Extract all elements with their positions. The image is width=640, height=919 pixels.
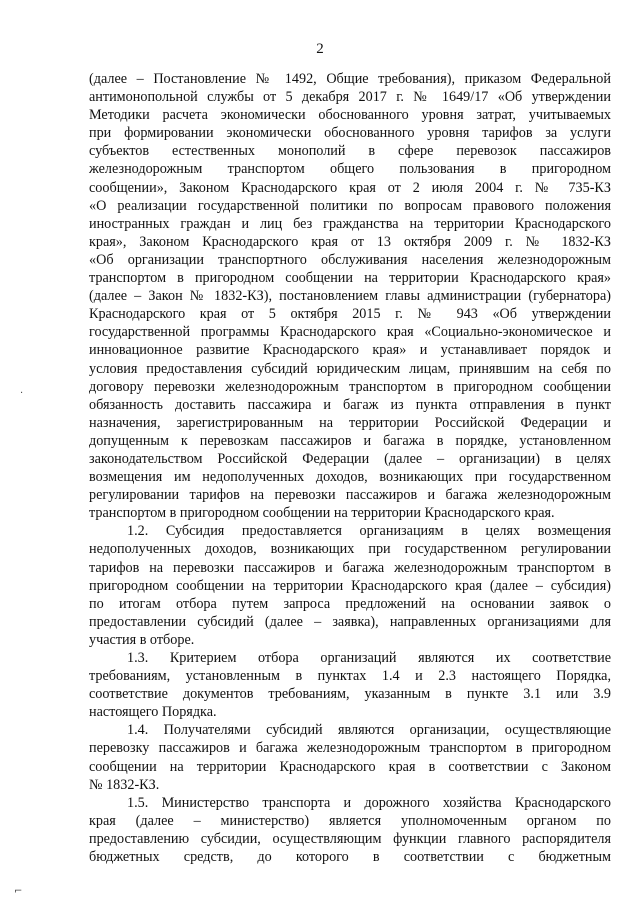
text-line: предоставлению субсидии, осуществляющим функции главного распорядителя — [89, 830, 611, 847]
text-line: инновационное развитие Краснодарского края» и устанавливает порядок и — [89, 342, 611, 359]
paragraph — [89, 522, 611, 649]
paragraph — [89, 794, 611, 866]
text-line: тарифов на перевозки пассажиров и багажа железнодорожным транспортом в — [89, 559, 611, 576]
text-line: перевозку пассажиров и багажа железнодорожным транспортом в пригородном — [89, 740, 611, 757]
text-line: возмещения им недополученных доходов, возникающих при государственном — [89, 469, 611, 486]
text-line: 1.5. Министерство транспорта и дорожного хозяйства Краснодарского — [127, 794, 611, 811]
text-line: недополученных доходов, возникающих при государственном регулировании — [89, 541, 611, 558]
text-line: условия предоставления субсидий юридическим лицам, принявшим на себя по — [89, 360, 611, 377]
paragraph — [89, 70, 611, 522]
text-line: антимонопольной службы от 5 декабря 2017 г. № 1649/17 «Об утверждении — [89, 89, 611, 106]
text-line: (далее – Постановление № 1492, Общие требования), приказом Федеральной — [89, 71, 611, 87]
text-line: иностранных граждан и лиц без гражданства на территории Краснодарского — [89, 215, 611, 232]
text-line: № 1832-КЗ. — [89, 776, 160, 793]
paragraph — [89, 721, 611, 793]
text-line: сообщении на территории Краснодарского края в соответствии с Законом — [89, 758, 611, 775]
text-line: государственной программы Краснодарского края «Социально-экономическое и — [89, 324, 611, 341]
text-line: соответствие документов требованиям, указанным в пункте 3.1 или 3.9 — [89, 686, 611, 703]
scan-mark: · — [20, 388, 24, 399]
text-line: регулировании тарифов на перевозки пассажиров и багажа железнодорожным — [89, 487, 611, 504]
text-line: 1.4. Получателями субсидий являются организации, осуществляющие — [127, 722, 611, 739]
paragraph — [89, 649, 611, 721]
text-line: требованиям, установленным в пунктах 1.4 и 2.3 настоящего Порядка, — [89, 668, 611, 685]
scan-mark: ⌐ — [14, 886, 23, 897]
text-line: бюджетных средств, до которого в соответствии с бюджетным — [89, 849, 611, 866]
text-line: Краснодарского края от 5 октября 2015 г. № 943 «Об утверждении — [89, 306, 611, 323]
text-line: при формировании экономически обоснованного уровня тарифов за услуги — [89, 125, 611, 142]
text-line: Методики расчета экономически обоснованного уровня затрат, учитываемых — [89, 107, 611, 124]
page-number: 2 — [316, 41, 324, 57]
text-line: «Об организации транспортного обслуживания населения железнодорожным — [89, 251, 611, 268]
text-line: настоящего Порядка. — [89, 704, 217, 721]
text-line: предоставлении субсидий (далее – заявка), направленных организациями для — [89, 613, 611, 630]
text-line: (далее – Закон № 1832-КЗ), постановлением главы администрации (губернатора) — [89, 288, 611, 305]
text-line: обязанность доставить пассажира и багаж из пункта отправления в пункт — [89, 396, 611, 413]
text-line: участия в отборе. — [89, 631, 195, 648]
text-line: транспортом в пригородном сообщении на территории Краснодарского края» — [89, 270, 611, 287]
text-line: по итогам отбора путем запроса предложений на основании заявок о — [89, 595, 611, 612]
text-line: транспортом в пригородном сообщении на территории Краснодарского края. — [89, 505, 555, 522]
text-line: законодательством Российской Федерации (далее – организации) в целях — [89, 450, 611, 467]
text-line: пригородном сообщении на территории Краснодарского края (далее – субсидия) — [89, 577, 611, 594]
text-line: допущенным к перевозкам пассажиров и багажа в порядке, установленном — [89, 432, 611, 449]
text-line: договору перевозки железнодорожным транспортом в пригородном сообщении — [89, 378, 611, 395]
text-line: края (далее – министерство) является уполномоченным органом по — [89, 812, 611, 829]
text-line: назначения, зарегистрированным на территории Российской Федерации и — [89, 414, 611, 431]
text-line: 1.3. Критерием отбора организаций являются их соответствие — [127, 650, 611, 666]
text-line: 1.2. Субсидия предоставляется организациям в целях возмещения — [127, 523, 611, 540]
text-line: сообщении», Законом Краснодарского края от 2 июля 2004 г. № 735-КЗ — [89, 179, 611, 196]
text-line: субъектов естественных монополий в сфере перевозок пассажиров — [89, 143, 611, 160]
text-line: «О реализации государственной политики по вопросам правового положения — [89, 197, 611, 214]
text-line: железнодорожным транспортом общего пользования в пригородном — [89, 161, 611, 178]
document-body — [89, 70, 611, 866]
text-line: края», Законом Краснодарского края от 13 октября 2009 г. № 1832-КЗ — [89, 233, 611, 250]
